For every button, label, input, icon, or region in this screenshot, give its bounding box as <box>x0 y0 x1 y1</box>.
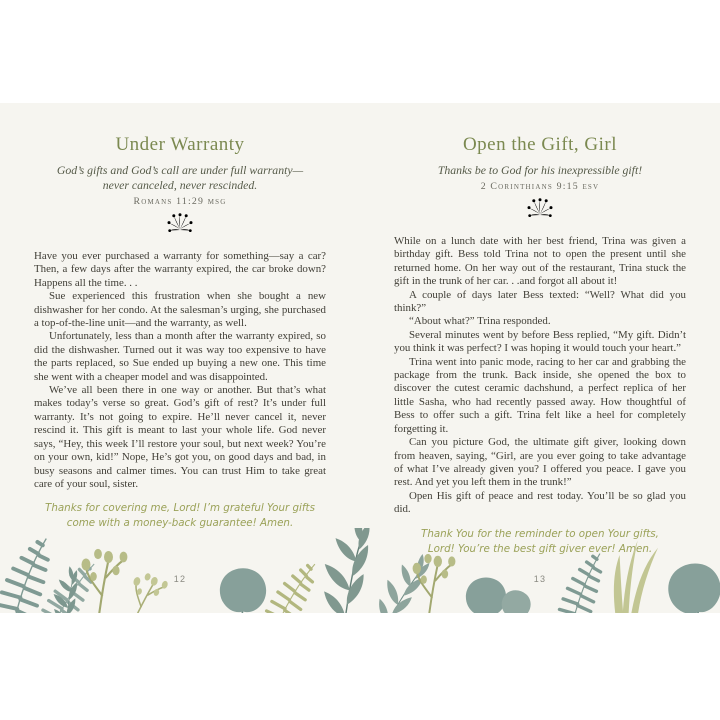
page-number: 13 <box>533 574 547 584</box>
page-number: 12 <box>173 574 187 584</box>
body-paragraph: “About what?” Trina responded. <box>409 315 551 328</box>
scripture-reference: Romans 11:29 msg <box>133 196 227 207</box>
book-spread <box>0 103 720 613</box>
body-paragraph: Can you picture God, the ultimate gift giver, looking down from heaven, saying, “Girl, are you ever going to take advantage of what I’ve already given you? I offered you peace. I gave you rest. And yet you left them in the trunk!” <box>394 436 686 489</box>
scripture-quote: Thanks be to God for his inexpressible gift! <box>437 163 643 177</box>
body-paragraph: We’ve all been there in one way or another. But that’s what makes today’s verse so great. God’s gift of rest? It’s under full warranty. It’s not going to expire. He’ll never cancel it, never rescind it. This gift is meant to last your whole life. God never says, “Hey, this week I’ll restore your soul, but next week? You’re on your own, kid!” Nope, He’s got you, on good days and bad, in busy seasons and calmer times. You can trust Him to take great care of your soul, sister. <box>34 384 326 490</box>
body-paragraph: Sue experienced this frustration when she bought a new dishwasher for her condo. At the salesman’s urging, she purchased a top-of-the-line unit—and the warranty, as well. <box>34 290 326 330</box>
body-paragraph: Several minutes went by before Bess replied, “My gift. Didn’t you think it was perfect? I was hoping it would touch your heart.” <box>394 328 686 355</box>
body-paragraph: Have you ever purchased a warranty for something—say a car? Then, a few days after the warranty expired, the car broke down? Happens all the time. . . <box>34 250 326 289</box>
body-paragraph: Open His gift of peace and rest today. You’ll be so glad you did. <box>394 489 686 516</box>
scripture-reference: 2 Corinthians 9:15 esv <box>480 181 600 192</box>
body-paragraph: Trina went into panic mode, racing to her car and grabbing the package from the trunk. Back inside, she opened the box to discover the cutest ceramic dachshund, a perfect replica of her little Sasha, who had recently passed away. How thoughtful of Bess to offer such a gift. Trina felt like a heel for completely forgetting it. <box>394 355 686 435</box>
body-paragraph: While on a lunch date with her best friend, Trina was given a birthday gift. Bess told Trina not to open the present until she returned home. On her way out of the restaurant, Trina stuck the gift in the trunk of her car. . .and forgot all about it! <box>394 235 686 288</box>
prayer-text: Thanks for covering me, Lord! I’m grateful Your gifts come with a money-back guarantee! Amen. <box>45 502 315 530</box>
devotional-body <box>394 235 686 517</box>
botanical-sprig-icon <box>166 213 194 243</box>
botanical-sprig-icon <box>526 198 554 228</box>
body-paragraph: A couple of days later Bess texted: “Well? What did you think?” <box>394 288 686 315</box>
page-title: Open the Gift, Girl <box>462 134 618 155</box>
devotional-body <box>34 250 326 491</box>
page-title: Under Warranty <box>115 134 245 155</box>
scripture-quote: God’s gifts and God’s call are under full warranty— never canceled, never rescinded. <box>56 163 304 192</box>
botanical-border-illustration <box>0 528 720 613</box>
prayer-text: Thank You for the reminder to open Your gifts, Lord! You’re the best gift giver ever! Amen. <box>421 527 659 555</box>
body-paragraph: Unfortunately, less than a month after the warranty expired, so did the dishwasher. Turned out it was way too expensive to have the parts replaced, so Sue ended up buying a new one. This time she went with a cheaper model and was disappointed. <box>34 330 326 383</box>
